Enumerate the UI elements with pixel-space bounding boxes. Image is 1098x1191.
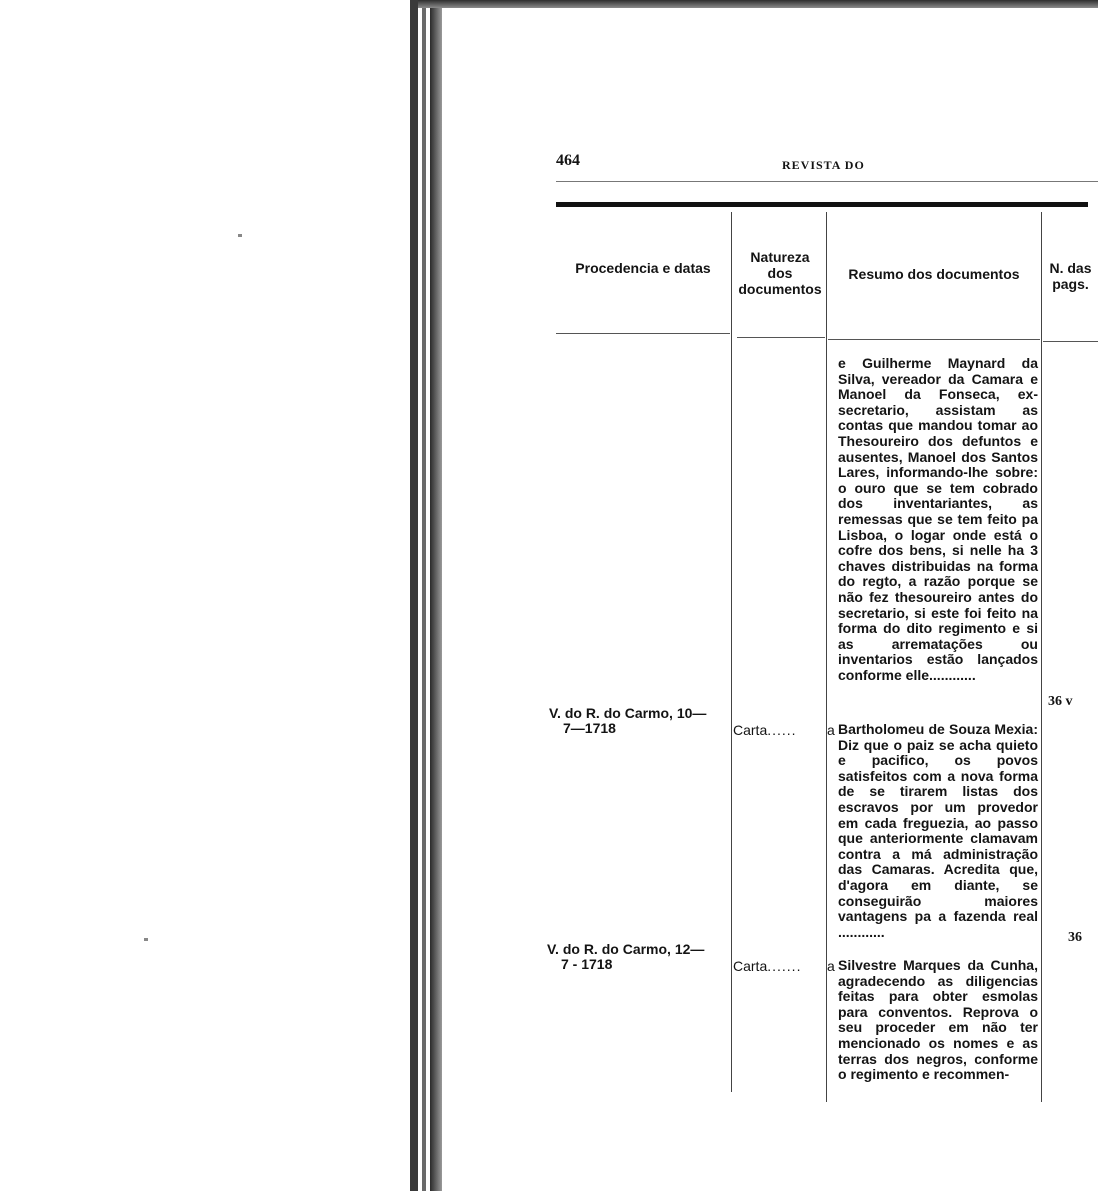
row-provenance: V. do R. do Carmo, 10— 7—1718 (549, 705, 707, 736)
page-reference: 36 v (1048, 694, 1073, 709)
paper-speck (144, 938, 148, 941)
table-row-summary: e Guilherme Maynard da Silva, vereador da Camara e Manoel da Fonseca, ex-secretario, assistam as contas que mandou tomar ao Thesoureiro dos defuntos e ausentes, Manoel dos Santos Lares, informando-lhe sobre: o ouro que se tem cobrado dos inventariantes, as remessas que se tem feito pa Lisboa, o logar onde está o cofre dos bens, si nelle ha 3 chaves distribuidas na forma do regto, a razão porque se não fez thesoureiro antes do secretario, si este foi feito na forma do dito regimento e si as arrematações ou inventarios estão lançados conforme elle............ (838, 355, 1038, 683)
row-provenance: V. do R. do Carmo, 12— 7 - 1718 (547, 941, 705, 972)
row-document-type: Carta....... a (733, 958, 835, 974)
column-header-paginas: N. das pags. (1049, 260, 1092, 292)
column-header-natureza: Natureza dos documentos (738, 249, 822, 297)
row-document-type: Carta...... a (733, 722, 835, 738)
page-reference: 36 (1068, 930, 1082, 945)
page-top-edge (418, 0, 1098, 8)
running-title: REVISTA DO (782, 158, 865, 172)
table-row-summary: Bartholomeu de Souza Mexia: Diz que o paiz se acha quieto e pacifico, os povos satisfeitos com a nova forma de se tirarem listas dos escravos por um provedor em cada freguezia, ao passo que anteriormente clamavam contra a má administração das Camaras. Acredita que, d'agora em diante, se conseguirão maiores vantagens pa a fazenda real ............ (838, 721, 1038, 940)
header-bottom-rule (556, 333, 730, 334)
column-header-resumo: Resumo dos documentos (848, 266, 1020, 282)
column-header-procedencia: Procedencia e datas (575, 260, 711, 276)
header-bottom-rule (1043, 341, 1098, 342)
column-divider-1 (731, 212, 732, 1092)
book-spine (404, 0, 444, 1191)
column-divider-3 (1041, 212, 1042, 1102)
paper-speck (238, 234, 242, 237)
table-row-summary: Silvestre Marques da Cunha, agradecendo as diligencias feitas para obter esmolas para conventos. Reprova o seu proceder em não ter mencionado os nomes e as terras dos negros, conforme o regimento e recommen- (838, 957, 1038, 1083)
header-bottom-rule (737, 337, 825, 338)
header-bottom-rule (828, 339, 1040, 340)
table-top-rule (556, 202, 1088, 207)
header-rule (556, 181, 1098, 182)
page-number: 464 (556, 152, 580, 169)
